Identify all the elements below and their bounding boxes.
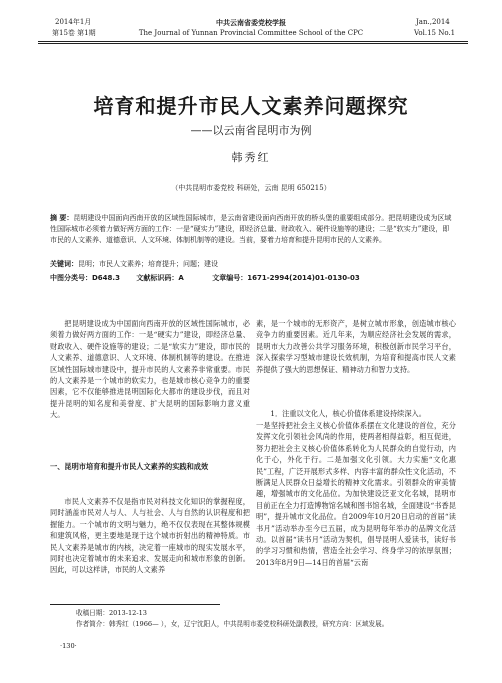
document-code: 文献标识码：A <box>136 274 184 282</box>
keywords-text: 昆明；市民人文素养；培育提升；问题；建设 <box>78 260 218 268</box>
body-right-paragraph-1: 素，是一个城市的无形资产，是树立城市形象，创造城市核心竞争力的重要因素。近几年来，为顺应经济社会发展的需求，昆明市大力改善公共学习服务环境，积极创新市民学习平台，深入探索学习型城市建设长效机制，为培育和提高市民人文素养提供了强大的思想保证、精神动力和智力支持。 <box>256 319 456 374</box>
footnote-author-bio: 作者简介：韩秀红（1966— ），女，辽宁沈阳人，中共昆明市委党校科研处副教授，研究方向：区域发展。 <box>76 620 389 628</box>
footnote-received: 收稿日期：2013-12-13 <box>76 609 147 617</box>
keywords <box>50 259 452 269</box>
abstract-label: 摘 要： <box>50 214 74 222</box>
article-author: 韩秀红 <box>231 151 271 164</box>
classification-line <box>50 273 452 283</box>
author-affiliation: （中共昆明市委党校 科研处，云南 昆明 650215） <box>171 184 331 192</box>
article-number: 文章编号：1671-2994(2014)01-0130-03 <box>212 274 360 282</box>
section-heading-1: 一、昆明市培育和提升市民人文素养的实践和成效 <box>50 462 209 471</box>
body-right-paragraph-2: 一是坚持把社会主义核心价值体系摆在文化建设的首位，充分发挥文化引领社会风尚的作用，使两者相得益彰，相互促进，努力把社会主义核心价值体系转化为人民群众的自觉行动，内化于心，外化于行。二是加强文化引领。大力实施“文化惠民”工程，广泛开展形式多样、内容丰富的群众性文化活动，不断满足人民群众日益增长的精神文化需求。引领群众的审美情趣，增强城市的文化品位。为加快建设泛亚文化名城，昆明市目前正在全力打造博物馆名城和图书馆名城，全面建设“书香昆明”，提升城市文化品位。自2009年10月20日启动的首届“读书月”活动举办至今已五届，成为昆明每年举办的品牌文化活动。以首届“读书月”活动为契机，倡导昆明人爱读书，读好书的学习习惯和热情，营造全社会学习、终身学习的浓厚氛围；2013年8月9日—14日的首届“云南 <box>256 421 456 567</box>
body-left-paragraph-2: 市民人文素养不仅是指市民对科技文化知识的掌握程度，同时涵盖市民对人与人、人与社会、人与自然的认识程度和把握能力。一个城市的文明与魅力，绝不仅仅表现在其整体规模和建筑风格，更主要地是现于这个城市折射出的精神特质。市民人文素养是城市的内核，决定着一座城市的现实发展水平，同时也决定着城市的未来追求、发展走向和城市形象的创新。因此，可以这样讲，市民的人文素养 <box>50 497 250 575</box>
header-date-en: Jan.,2014 <box>416 18 450 26</box>
header-journal-cn: 中共云南省委党校学报 <box>216 18 286 27</box>
body-right-subheading-1: 1．注重以文化人，核心价值体系建设持续深入。 <box>270 409 426 418</box>
article-title: 培育和提升市民人文素养问题探究 <box>93 94 409 118</box>
article-subtitle: ——以云南省昆明市为例 <box>190 124 312 137</box>
abstract <box>50 213 452 246</box>
page-number: ·130· <box>60 642 77 650</box>
body-left-paragraph-1: 把昆明建设成为中国面向西南开放的区域性国际城市，必须着力做好两方面的工作：一是“硬实力”建设，即经济总量、财政收入、硬件设施等的建设；二是“软实力”建设，即市民的人文素养、道德意识、人文环境、体制机制等的建设。在推进区域性国际城市建设中，提升市民的人文素养非常重要。市民的人文素养是一个城市的软实力，也是城市核心竞争力的重要因素，它不仅能够推进昆明国际化大都市的建设步伐，而且对提升昆明的知名度和美誉度、扩大昆明的国际影响力意义重大。 <box>50 319 250 420</box>
header-journal-en: The Journal of Yunnan Provincial Committee School of the CPC <box>138 29 364 37</box>
abstract-text: 昆明建设中国面向西南开放的区域性国际城市，是云南省建设面向西南开放的桥头堡的重要组成部分。把昆明建设成为区域性国际城市必须着力做好两方面的工作：一是“硬实力”建设，即经济总量、财政收入、硬件设施等的建设；二是“软实力”建设，即市民的人文素养、道德意识、人文环境、体制机制等的建设。当前，要着力培育和提升昆明市民的人文素养。 <box>50 214 452 244</box>
header-rule <box>38 41 468 42</box>
keywords-label: 关键词： <box>50 260 78 268</box>
footnote-rule <box>50 604 220 605</box>
header-volume-en: Vol.15 No.1 <box>414 29 456 37</box>
header-volume: 第15卷 第1期 <box>52 29 96 37</box>
class-number: 中图分类号：D648.3 <box>50 274 120 282</box>
header-date: 2014年1月 <box>55 18 92 26</box>
header-rule-double <box>38 43 468 44</box>
